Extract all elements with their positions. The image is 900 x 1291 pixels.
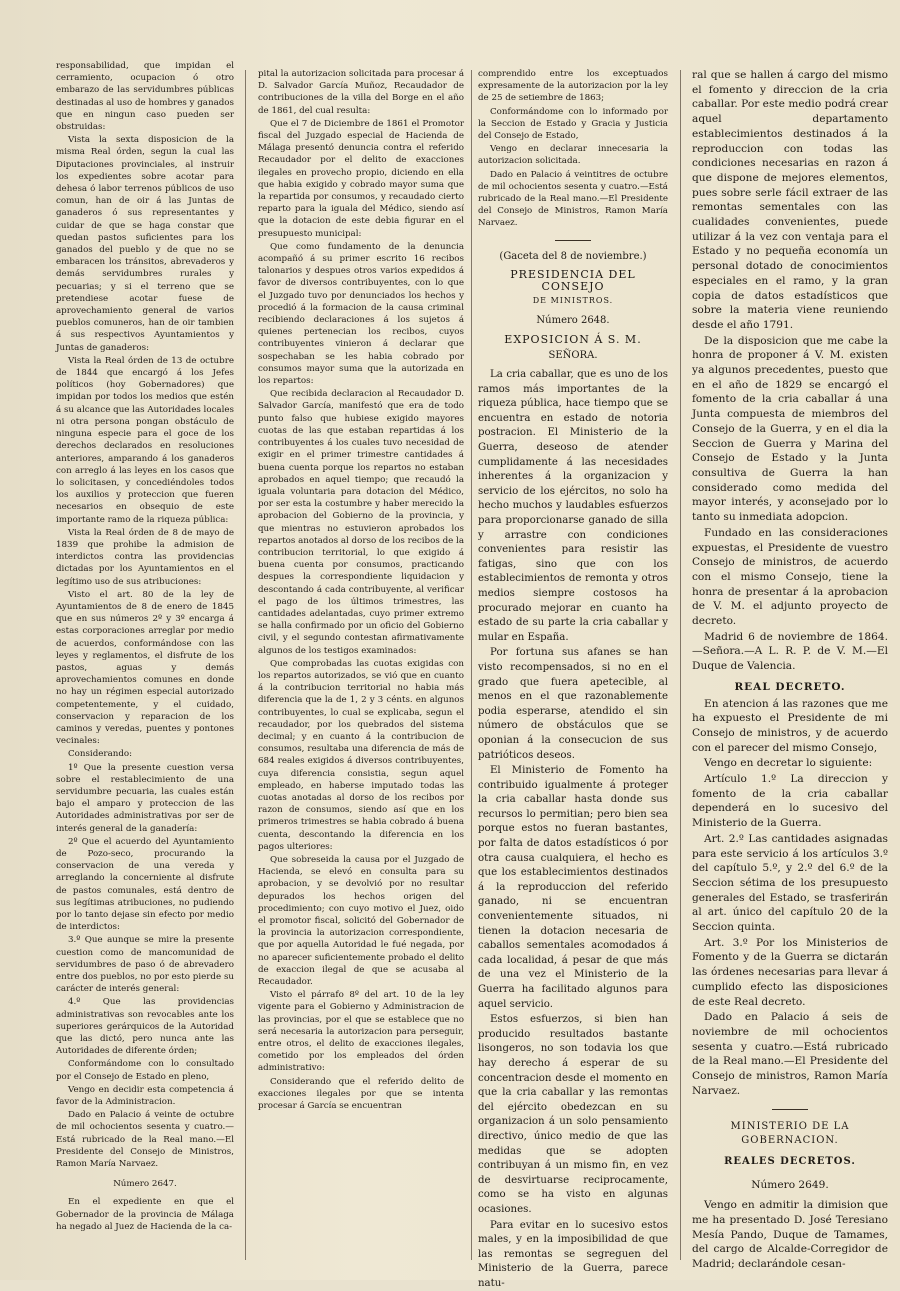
paragraph: La cria caballar, que es uno de los ramos más importantes de la riqueza pública, hace tiempo que se encuentra en estado de notoria postracion. El Ministerio de la Guerra, deseoso de atender cumplidamente á las necesidades inherentes á la organizacion y servicio de los ejércitos, no solo ha hecho muchos y laudables esfuerzos para proporcionarse ganado de silla y arrastre con condiciones convenientes para resistir las fatigas, sino que con los establecimientos de remonta y otros medios siempre costosos ha procurado mejorar en cuanto ha estado de su parte la cria caballar y mular en España. bbox=[478, 368, 668, 645]
column-rule bbox=[680, 70, 681, 1260]
paragraph: Vengo en decretar lo siguiente: bbox=[692, 756, 888, 771]
paragraph: Que como fundamento de la denuncia acompañó á su primer escrito 16 recibos talonarios y despues otros varios expedidos á favor de diversos contribuyentes, con lo que el Juzgado tuvo por denunciados los hechos y procedió á la formacion de la causa criminal recibiendo declaraciones á los sujetos á quienes pertenecian los recibos, cuyos contribuyentes vinieron á declarar que sospechaban se les habia cobrado por consumos mayor suma que la autorizada en los repartos: bbox=[258, 241, 464, 387]
paragraph: Art. 3.º Por los Ministerios de Fomento y de la Guerra se dictarán las órdenes necesarias para llevar á cumplido efecto las disposiciones de este Real decreto. bbox=[692, 936, 888, 1010]
paragraph: Fundado en las consideraciones expuestas, el Presidente de vuestro Consejo de ministros, de acuerdo con el mismo Consejo, tiene la honra de presentar á la aprobacion de V. M. el adjunto proyecto de decreto. bbox=[692, 526, 888, 629]
paragraph: En el expediente en que el Gobernador de la provincia de Málaga ha negado al Juez de Hacienda de la ca- bbox=[56, 1196, 234, 1233]
paragraph: 2º Que el acuerdo del Ayuntamiento de Pozo-seco, procurando la conservacion de una vereda y arreglando la concerniente al disfrute de pastos comunales, está dentro de sus legítimas atribuciones, no pudiendo por lo tanto dejase sin efecto por medio de interdictos: bbox=[56, 836, 234, 934]
column-1 bbox=[56, 60, 234, 1272]
salutation: SEÑORA. bbox=[478, 350, 668, 362]
decrees-title: REALES DECRETOS. bbox=[692, 1155, 888, 1170]
paragraph: Art. 2.º Las cantidades asignadas para este servicio á los artículos 3.º del capítulo 5.º, y 2.º del 6.º de la Seccion sétima de los presupuesto generales del Estado, se trasferirán al art. único del capítulo 20 de la Seccion quinta. bbox=[692, 832, 888, 935]
paragraph: comprendido entre los exceptuados expresamente de la autorizacion por la ley de 25 de setiembre de 1863; bbox=[478, 68, 668, 105]
paragraph: En atencion á las razones que me ha expuesto el Presidente de mi Consejo de ministros, y de acuerdo con el parecer del mismo Consejo, bbox=[692, 697, 888, 756]
decree-title: REAL DECRETO. bbox=[692, 680, 888, 695]
paragraph: Que sobreseida la causa por el Juzgado de Hacienda, se elevó en consulta para su aprobacion, y se devolvió por no resultar depurados los hechos origen del procedimiento; con cuyo motivo el Juez, oido el promotor fiscal, solicitó del Gobernador de la provincia la autorizacion correspondiente, que por aquella Autoridad le fué negada, por no aparecer suficientemente probado el delito de exaccion ilegal de que se acusaba al Recaudador. bbox=[258, 854, 464, 988]
paragraph: 4.º Que las providencias administrativas son revocables ante los superiores gerárquicos de la Autoridad que las dictó, pero nunca ante las Autoridades de diferente órden; bbox=[56, 996, 234, 1057]
separator bbox=[555, 240, 591, 241]
column-rule bbox=[471, 70, 472, 1260]
paragraph: ral que se hallen á cargo del mismo el fomento y direccion de la cria caballar. Por este medio podrá crear aquel departamento establecimientos destinados á la reproduccion con todas las condiciones necesarias en razon á que dispone de mejores elementos, pues sobre serle fácil extraer de las remontas sementales con las cualidades convenientes, puede utilizar á la vez con ventaja para el Estado y no pequeña economía un personal dotado de conocimientos especiales en el ramo, y la gran copia de datos estadísticos que sobre la materia viene reuniendo desde el año 1791. bbox=[692, 68, 888, 333]
paragraph: Estos esfuerzos, si bien han producido resultados bastante lisongeros, no son todavia los que hay derecho á esperar de su concentracion desde el momento en que la cria caballar y las remontas del ejército obedezcan en su organizacion á un solo pensamiento directivo, único medio de que las medidas que se adopten contribuyan á un mismo fin, en vez de desvirtuarse reciprocamente, como se ha visto en algunas ocasiones. bbox=[478, 1013, 668, 1217]
paragraph: Conformándome con lo consultado por el Consejo de Estado en pleno, bbox=[56, 1058, 234, 1082]
column-4 bbox=[692, 68, 888, 1280]
paragraph: Vista la Real órden de 8 de mayo de 1839 que prohibe la admision de interdictos contra las providencias dictadas por los Ayuntamientos en el legítimo uso de sus atribuciones: bbox=[56, 527, 234, 588]
section-title: PRESIDENCIA DEL CONSEJO bbox=[478, 269, 668, 293]
paragraph: Por fortuna sus afanes se han visto recompensados, si no en el grado que fuera apetecible, al menos en el que razonablemente podia esperarse, atendido el sin número de obstáculos que se oponian á la consecucion de sus patrióticos deseos. bbox=[478, 646, 668, 763]
ministry-title: MINISTERIO DE LA GOBERNACION. bbox=[692, 1120, 888, 1149]
paragraph: Visto el art. 80 de la ley de Ayuntamientos de 8 de enero de 1845 que en sus números 2º y 3º encarga á estas corporaciones arreglar por medio de acuerdos, conformándose con las leyes y reglamentos, el disfrute de los pastos, aguas y demás aprovechamientos comunes en donde no hay un régimen especial autorizado competentemente, y el cuidado, conservacion y reparacion de los caminos y veredas, puentes y pontones vecinales: bbox=[56, 589, 234, 748]
separator bbox=[772, 1109, 808, 1110]
paragraph: Madrid 6 de noviembre de 1864.—Señora.—A L. R. P. de V. M.—El Duque de Valencia. bbox=[692, 630, 888, 674]
paragraph: Considerando: bbox=[56, 748, 234, 760]
column-3 bbox=[478, 68, 668, 1280]
paragraph: El Ministerio de Fomento ha contribuido igualmente á proteger la cria caballar hasta donde sus recursos lo permitian; pero bien sea porque estos no fueran bastantes, por falta de datos estadísticos ó por otra causa cualquiera, el hecho es que los establecimientos destinados á la reproduccion del referido ganado, ni se encuentran convenientemente situados, ni tienen la dotacion necesaria de caballos sementales acomodados á cada localidad, á pesar de que más de una vez el Ministerio de la Guerra ha facilitado algunos para aquel servicio. bbox=[478, 764, 668, 1012]
paragraph: Vengo en admitir la dimision que me ha presentado D. José Teresiano Mesía Pando, Duque de Tamames, del cargo de Alcalde-Corregidor de Madrid; declarándole cesan- bbox=[692, 1198, 888, 1272]
column-2 bbox=[258, 68, 464, 1280]
exposition-body bbox=[478, 368, 668, 1291]
column-rule bbox=[245, 70, 246, 1260]
section-subtitle: DE MINISTROS. bbox=[478, 295, 668, 307]
paragraph: responsabilidad, que impidan el cerramiento, ocupacion ó otro embarazo de las servidumbres públicas destinadas al uso de hombres y ganados que en ningun caso pueden ser obstruidas: bbox=[56, 60, 234, 133]
paragraph: Vengo en decidir esta competencia á favor de la Administracion. bbox=[56, 1084, 234, 1108]
paragraph: Que recibida declaracion al Recaudador D. Salvador García, manifestó que era de todo punto falso que hubiese exigido mayores cuotas de las que estaban repartidas á los contribuyentes á los cuales tuvo necesidad de exigir en el primer trimestre cantidades á buena cuenta porque los repartos no estaban aprobados en aquel tiempo; que recaudó la iguala voluntaria para dotacion del Médico, por ser esta la costumbre y haber merecido la aprobacion del Gobierno de la provincia, y que mientras no estuvieron aprobados los repartos anotados al dorso de los recibos de la contribucion territorial, lo que exigido á buena cuenta por consumos, practicando despues la correspondiente liquidacion y descontando á cada contribuyente, al verificar el pago de los últimos trimestres, las cantidades adelantadas, cuyo primer extremo se halla confirmado por un oficio del Gobierno civil, y el segundo contestan afirmativamente algunos de los testigos examinados: bbox=[258, 388, 464, 656]
paragraph: Dado en Palacio á veinte de octubre de mil ochocientos sesenta y cuatro.—Está rubricado de la Real mano.—El Presidente del Consejo de Ministros, Ramon María Narvaez. bbox=[56, 1109, 234, 1170]
paragraph: pital la autorizacion solicitada para procesar á D. Salvador García Muñoz, Recaudador de contribuciones de la villa del Borge en el año de 1861, del cual resulta: bbox=[258, 68, 464, 117]
paragraph: Dado en Palacio á veintitres de octubre de mil ochocientos sesenta y cuatro.—Está rubricado de la Real mano.—El Presidente del Consejo de Ministros, Ramon María Narvaez. bbox=[478, 169, 668, 230]
decree-number: Número 2649. bbox=[692, 1178, 888, 1193]
paragraph: Vista la sexta disposicion de la misma Real órden, segun la cual las Diputaciones provinciales, al instruir los expedientes sobre acotar para dehesa ó labor terrenos públicos de uso comun, han de oir á las Juntas de ganaderos ó sus representantes y cuidar de que se haga constar que quedan pastos suficientes para los ganados del pueblo y de que no se embaracen los tránsitos, abrevaderos y demás servidumbres rurales y pecuarias; y si el terreno que se pretendiese acotar fuese de aprovechamiento general de varios pueblos comuneros, han de oir tambien á sus respectivos Ayuntamientos y Juntas de ganaderos: bbox=[56, 134, 234, 354]
paragraph: 3.º Que aunque se mire la presente cuestion como de mancomunidad de servidumbres de paso ó de abrevadero entre dos pueblos, no por esto pierde su carácter de interés general: bbox=[56, 934, 234, 995]
paragraph: Vista la Real órden de 13 de octubre de 1844 que encargó á los Jefes políticos (hoy Gobernadores) que impidan por todos los medios que estén á su alcance que las Autoridades locales ni otra persona pongan obstáculo de ninguna especie para el goce de los derechos declarados en resoluciones anteriores, amparando á los ganaderos con arreglo á las leyes en los casos que lo solicitasen, y concediéndoles todos los auxilios y proteccion que fueren necesarios en obsequio de este importante ramo de la riqueza pública: bbox=[56, 355, 234, 526]
paragraph: Artículo 1.º La direccion y fomento de la cria caballar dependerá en lo sucesivo del Ministerio de la Guerra. bbox=[692, 772, 888, 831]
paragraph: Considerando que el referido delito de exacciones ilegales por que se intenta procesar á García se encuentran bbox=[258, 1076, 464, 1113]
paragraph: Vengo en declarar innecesaria la autorizacion solicitada. bbox=[478, 143, 668, 167]
paragraph: De la disposicion que me cabe la honra de proponer á V. M. existen ya algunos precedentes, puesto que en el año de 1829 se encargó el fomento de la cria caballar á una Junta compuesta de miembros del Consejo de la Guerra, y en el dia la Seccion de Guerra y Marina del Consejo de Estado y la Junta consultiva de Guerra la han considerado como medida del mayor interés, y aconsejado por lo tanto su inmediata adopcion. bbox=[692, 334, 888, 525]
exposition-title: EXPOSICION Á S. M. bbox=[478, 334, 668, 346]
decree-number: Número 2648. bbox=[478, 315, 668, 327]
paragraph: Dado en Palacio á seis de noviembre de mil ochocientos sesenta y cuatro.—Está rubricado de la Real mano.—El Presidente del Consejo de ministros, Ramon María Narvaez. bbox=[692, 1010, 888, 1098]
paragraph: Que comprobadas las cuotas exigidas con los repartos autorizados, se vió que en cuanto á la contribucion territorial no habia más diferencia que la de 1, 2 y 3 cénts. en algunos contribuyentes, lo cual se explicaba, segun el recaudador, por los quebrados del sistema decimal; y en cuanto á la contribucion de consumos, resultaba una diferencia de más de 684 reales exigidos á diversos contribuyentes, cuya diferencia consistia, segun aquel empleado, en haberse imputado todas las cuotas anotadas al dorso de los recibos por razon de consumos, siendo así que en los primeros trimestres se habia cobrado á buena cuenta, descontando la diferencia en los pagos ulteriores: bbox=[258, 658, 464, 853]
paragraph: Para evitar en lo sucesivo estos males, y en la imposibilidad de que las remontas se segreguen del Ministerio de la Guerra, parece natu- bbox=[478, 1219, 668, 1291]
paragraph: 1º Que la presente cuestion versa sobre el restablecimiento de una servidumbre pecuaria, las cuales están bajo el amparo y proteccion de las Autoridades administrativas por ser de interés general de la ganadería: bbox=[56, 762, 234, 835]
decree-number: Número 2647. bbox=[56, 1178, 234, 1190]
gazette-date: (Gaceta del 8 de noviembre.) bbox=[478, 251, 668, 263]
paragraph: Conformándome con lo informado por la Seccion de Estado y Gracia y Justicia del Consejo de Estado, bbox=[478, 106, 668, 143]
paragraph: Visto el párrafo 8º del art. 10 de la ley vigente para el Gobierno y Administracion de las provincias, por el que se establece que no será necesaria la autorizacion para perseguir, entre otros, el delito de exacciones ilegales, cometido por los empleados del órden administrativo: bbox=[258, 989, 464, 1074]
paragraph: Que el 7 de Diciembre de 1861 el Promotor fiscal del Juzgado especial de Hacienda de Málaga presentó denuncia contra el referido Recaudador por el delito de exacciones ilegales en provecho propio, diciendo en ella que habia exigido y cobrado mayor suma que la repartida por consumos, y recaudado cierto reparto para la iguala del Médico, siendo así que la dotacion de este debia figurar en el presupuesto municipal: bbox=[258, 118, 464, 240]
